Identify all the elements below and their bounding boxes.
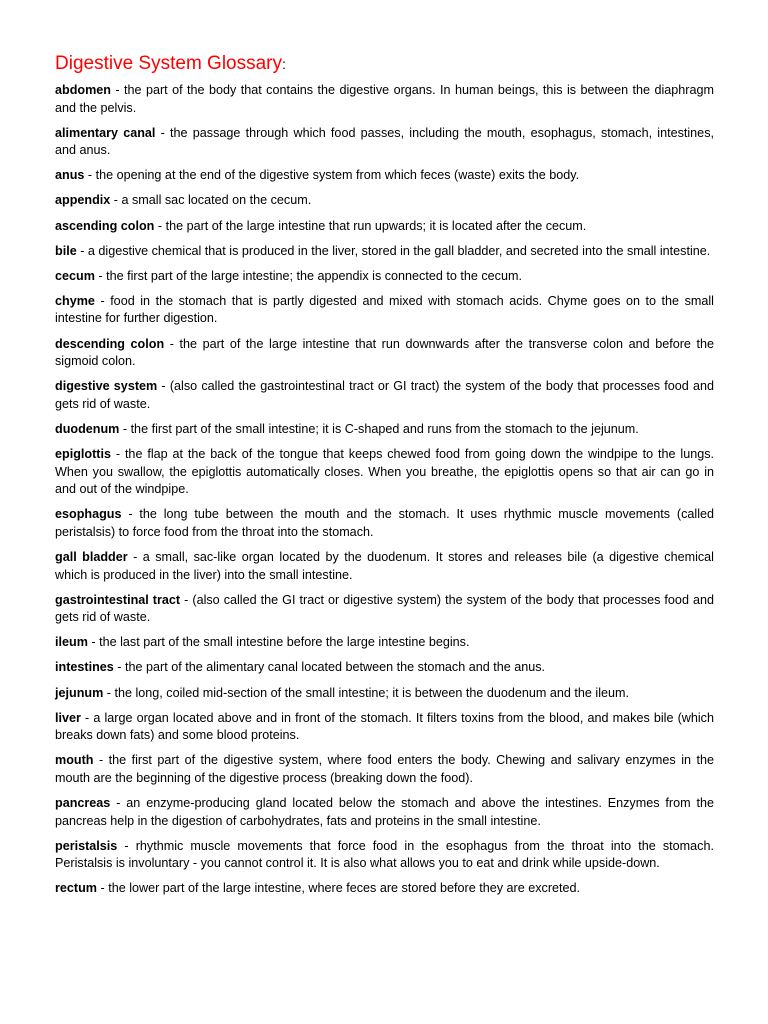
glossary-term: pancreas <box>55 796 111 810</box>
glossary-definition: the passage through which food passes, including the mouth, esophagus, stomach, intestines, and anus. <box>55 125 714 158</box>
glossary-entry <box>55 167 714 185</box>
glossary-list <box>55 82 714 898</box>
glossary-entry <box>55 549 714 584</box>
glossary-term: ileum <box>55 635 88 650</box>
glossary-definition: the first part of the small intestine; it is C-shaped and runs from the stomach to the jejunum. <box>130 421 639 436</box>
glossary-entry <box>55 293 714 328</box>
glossary-definition: (also called the GI tract or digestive system) the system of the body that processes food and gets rid of waste. <box>55 592 714 625</box>
term-separator: - <box>157 379 170 394</box>
glossary-entry <box>55 506 714 541</box>
term-separator: - <box>110 796 127 810</box>
glossary-term: bile <box>55 243 77 258</box>
glossary-definition: the first part of the digestive system, where food enters the body. Chewing and salivary enzymes in the mouth are the beginning of the digestive process (breaking down the food). <box>55 753 714 785</box>
term-separator: - <box>103 685 115 700</box>
term-separator: - <box>154 218 166 233</box>
glossary-definition: the part of the alimentary canal located between the stomach and the anus. <box>125 660 546 675</box>
glossary-term: chyme <box>55 293 95 308</box>
glossary-entry <box>55 795 714 830</box>
glossary-term: mouth <box>55 753 94 768</box>
glossary-definition: the long tube between the mouth and the stomach. It uses rhythmic muscle movements (called peristalsis) to force food from the throat into the stomach. <box>55 507 714 539</box>
term-separator: - <box>94 268 107 283</box>
term-separator: - <box>119 421 131 436</box>
glossary-term: ascending colon <box>55 218 155 233</box>
glossary-entry <box>55 838 714 873</box>
glossary-term: jejunum <box>55 685 104 700</box>
glossary-term: anus <box>55 168 85 183</box>
glossary-term: epiglottis <box>55 447 111 461</box>
glossary-definition: a small sac located on the cecum. <box>121 193 312 208</box>
term-separator: - <box>97 881 109 896</box>
glossary-definition: the part of the large intestine that run upwards; it is located after the cecum. <box>165 218 587 233</box>
page-title: Digestive System Glossary <box>55 53 283 74</box>
glossary-definition: food in the stomach that is partly digested and mixed with stomach acids. Chyme goes on to the small intestine for further digestion. <box>55 293 714 326</box>
glossary-definition: the long, coiled mid-section of the small intestine; it is between the duodenum and the ileum. <box>114 685 630 700</box>
term-separator: - <box>113 660 125 675</box>
glossary-definition: the lower part of the large intestine, where feces are stored before they are excreted. <box>108 881 581 896</box>
term-separator: - <box>127 549 143 564</box>
glossary-definition: the last part of the small intestine before the large intestine begins. <box>99 635 470 650</box>
glossary-term: appendix <box>55 193 111 208</box>
glossary-term: descending colon <box>55 336 165 351</box>
glossary-entry <box>55 752 714 787</box>
term-separator: - <box>110 447 125 461</box>
glossary-entry <box>55 592 714 627</box>
glossary-entry <box>55 446 714 499</box>
glossary-definition: the first part of the large intestine; the appendix is connected to the cecum. <box>106 268 522 283</box>
glossary-definition: the flap at the back of the tongue that keeps chewed food from going down the windpipe to the lungs. When you swallow, the epiglottis automatically closes. When you breathe, the epiglottis opens so that air can go in and out of the windpipe. <box>55 447 714 497</box>
glossary-definition: the opening at the end of the digestive system from which feces (waste) exits the body. <box>95 168 580 183</box>
glossary-definition: (also called the gastrointestinal tract or GI tract) the system of the body that processes food and gets rid of waste. <box>55 379 714 411</box>
glossary-term: rectum <box>55 881 97 896</box>
glossary-definition: an enzyme-producing gland located below the stomach and above the intestines. Enzymes from the pancreas help in the digestion of carbohydrates, fats and proteins in the small intestine. <box>55 796 714 828</box>
glossary-entry <box>55 685 714 703</box>
term-separator: - <box>155 125 171 140</box>
glossary-entry <box>55 192 714 210</box>
glossary-term: liver <box>55 710 81 725</box>
glossary-entry <box>55 421 714 439</box>
glossary-term: gastrointestinal tract <box>55 592 181 607</box>
glossary-definition: a digestive chemical that is produced in the liver, stored in the gall bladder, and secreted into the small intestine. <box>87 243 711 258</box>
glossary-entry <box>55 125 714 160</box>
glossary-entry <box>55 378 714 413</box>
term-separator: - <box>121 507 140 522</box>
glossary-term: abdomen <box>55 83 111 97</box>
term-separator: - <box>164 336 180 351</box>
term-separator: - <box>117 838 136 853</box>
term-separator: - <box>180 592 193 607</box>
term-separator: - <box>87 635 100 650</box>
glossary-term: gall bladder <box>55 549 128 564</box>
glossary-term: esophagus <box>55 507 122 522</box>
title-line <box>55 50 714 78</box>
glossary-entry <box>55 268 714 286</box>
glossary-definition: a small, sac-like organ located by the duodenum. It stores and releases bile (a digestive chemical which is produced in the liver) into the small intestine. <box>55 549 714 582</box>
term-separator: - <box>93 753 109 768</box>
glossary-term: intestines <box>55 660 114 675</box>
glossary-entry <box>55 634 714 652</box>
glossary-term: digestive system <box>55 379 158 394</box>
glossary-term: peristalsis <box>55 838 118 853</box>
glossary-entry <box>55 710 714 745</box>
glossary-entry <box>55 82 714 117</box>
glossary-term: cecum <box>55 268 95 283</box>
glossary-entry <box>55 243 714 261</box>
term-separator: - <box>76 243 88 258</box>
term-separator: - <box>84 168 96 183</box>
glossary-definition: the part of the body that contains the digestive organs. In human beings, this is between the diaphragm and the pelvis. <box>55 83 714 115</box>
glossary-entry <box>55 336 714 371</box>
term-separator: - <box>110 193 122 208</box>
term-separator: - <box>94 293 111 308</box>
glossary-term: duodenum <box>55 421 120 436</box>
glossary-definition: rhythmic muscle movements that force food in the esophagus from the throat into the stomach. Peristalsis is involuntary - you cannot control it. It is also what allows you to eat and drink while upside-down. <box>55 838 714 871</box>
term-separator: - <box>110 83 125 97</box>
glossary-definition: a large organ located above and in front of the stomach. It filters toxins from the blood, and makes bile (which breaks down fats) and some blood proteins. <box>55 710 714 743</box>
glossary-entry <box>55 218 714 236</box>
glossary-definition: the part of the large intestine that run downwards after the transverse colon and before the sigmoid colon. <box>55 336 715 369</box>
glossary-entry <box>55 659 714 677</box>
glossary-entry <box>55 880 714 898</box>
term-separator: - <box>80 710 94 725</box>
glossary-term: alimentary canal <box>55 125 156 140</box>
title-colon: : <box>282 56 286 72</box>
glossary-page <box>55 50 714 905</box>
